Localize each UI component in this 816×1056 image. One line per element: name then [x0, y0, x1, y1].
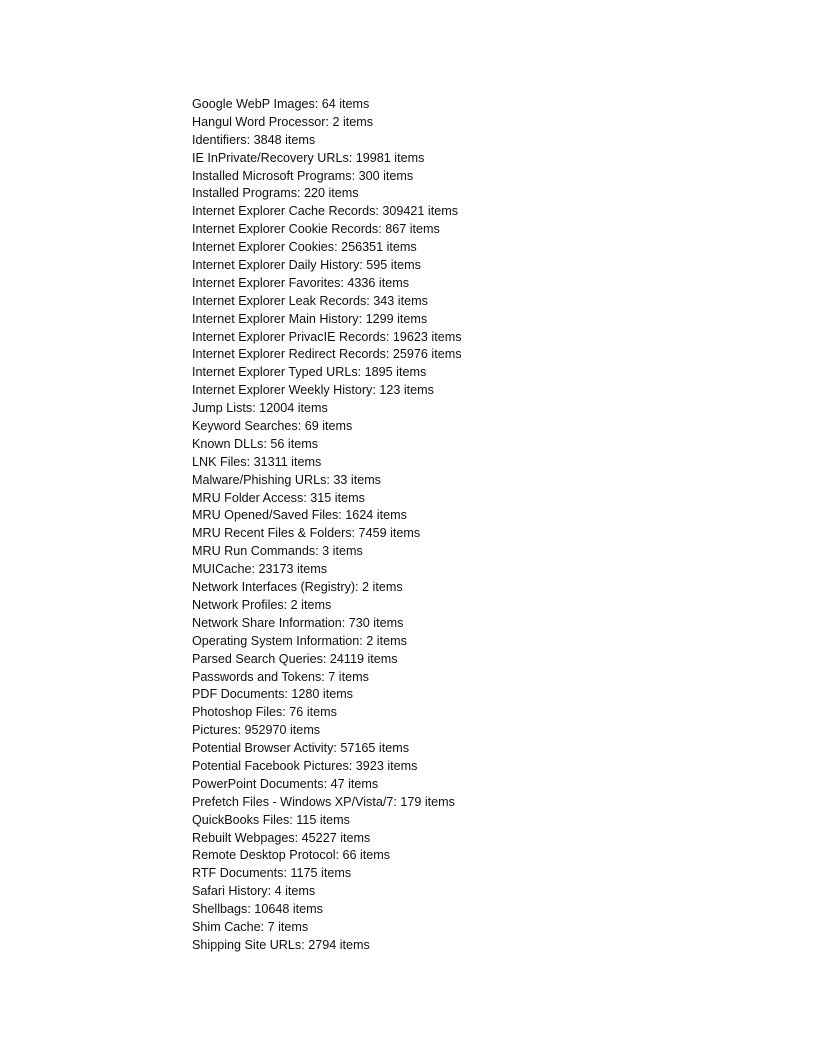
list-item: Keyword Searches: 69 items: [192, 419, 353, 434]
list-item: Internet Explorer Cache Records: 309421 items: [192, 204, 459, 219]
list-item: Hangul Word Processor: 2 items: [192, 114, 374, 129]
artifact-count-list: [192, 96, 462, 955]
list-item: Network Share Information: 730 items: [192, 615, 404, 630]
list-item: Internet Explorer Main History: 1299 items: [192, 311, 428, 326]
list-item: Internet Explorer Leak Records: 343 items: [192, 293, 428, 308]
list-item: Parsed Search Queries: 24119 items: [192, 651, 398, 666]
list-item: LNK Files: 31311 items: [192, 454, 322, 469]
list-item: Potential Facebook Pictures: 3923 items: [192, 758, 418, 773]
list-item: Known DLLs: 56 items: [192, 436, 318, 451]
list-item: Shipping Site URLs: 2794 items: [192, 937, 370, 952]
list-item: Identifiers: 3848 items: [192, 132, 316, 147]
list-item: PowerPoint Documents: 47 items: [192, 776, 379, 791]
list-item: Internet Explorer PrivacIE Records: 19623 items: [192, 329, 462, 344]
list-item: Rebuilt Webpages: 45227 items: [192, 830, 371, 845]
list-item: Internet Explorer Daily History: 595 items: [192, 258, 421, 273]
list-item: Internet Explorer Cookie Records: 867 items: [192, 222, 440, 237]
list-item: Pictures: 952970 items: [192, 723, 321, 738]
list-item: Internet Explorer Typed URLs: 1895 items: [192, 365, 427, 380]
list-item: Passwords and Tokens: 7 items: [192, 669, 369, 684]
list-item: Google WebP Images: 64 items: [192, 97, 370, 111]
list-item: Remote Desktop Protocol: 66 items: [192, 848, 391, 863]
list-item: Malware/Phishing URLs: 33 items: [192, 472, 381, 487]
list-item: Shellbags: 10648 items: [192, 902, 323, 917]
list-item: MRU Folder Access: 315 items: [192, 490, 365, 505]
list-item: MRU Opened/Saved Files: 1624 items: [192, 508, 407, 523]
list-item: Potential Browser Activity: 57165 items: [192, 741, 409, 756]
list-item: Internet Explorer Weekly History: 123 items: [192, 383, 434, 398]
list-item: MUICache: 23173 items: [192, 562, 328, 577]
list-item: RTF Documents: 1175 items: [192, 866, 352, 881]
list-item: QuickBooks Files: 115 items: [192, 812, 350, 827]
list-item: Prefetch Files - Windows XP/Vista/7: 179 items: [192, 794, 455, 809]
list-item: Installed Programs: 220 items: [192, 186, 359, 201]
list-item: Network Interfaces (Registry): 2 items: [192, 580, 403, 595]
list-item: MRU Recent Files & Folders: 7459 items: [192, 526, 421, 541]
list-item: PDF Documents: 1280 items: [192, 687, 353, 702]
list-item: Internet Explorer Redirect Records: 25976 items: [192, 347, 462, 362]
list-item: Shim Cache: 7 items: [192, 919, 309, 934]
list-item: Network Profiles: 2 items: [192, 597, 332, 612]
list-item: Operating System Information: 2 items: [192, 633, 407, 648]
list-item: IE InPrivate/Recovery URLs: 19981 items: [192, 150, 425, 165]
list-item: Jump Lists: 12004 items: [192, 401, 328, 416]
list-item: Internet Explorer Cookies: 256351 items: [192, 240, 417, 255]
list-item: Internet Explorer Favorites: 4336 items: [192, 275, 409, 290]
list-item: Installed Microsoft Programs: 300 items: [192, 168, 414, 183]
list-item: Safari History: 4 items: [192, 884, 316, 899]
list-item: MRU Run Commands: 3 items: [192, 544, 363, 559]
list-item: Photoshop Files: 76 items: [192, 705, 337, 720]
